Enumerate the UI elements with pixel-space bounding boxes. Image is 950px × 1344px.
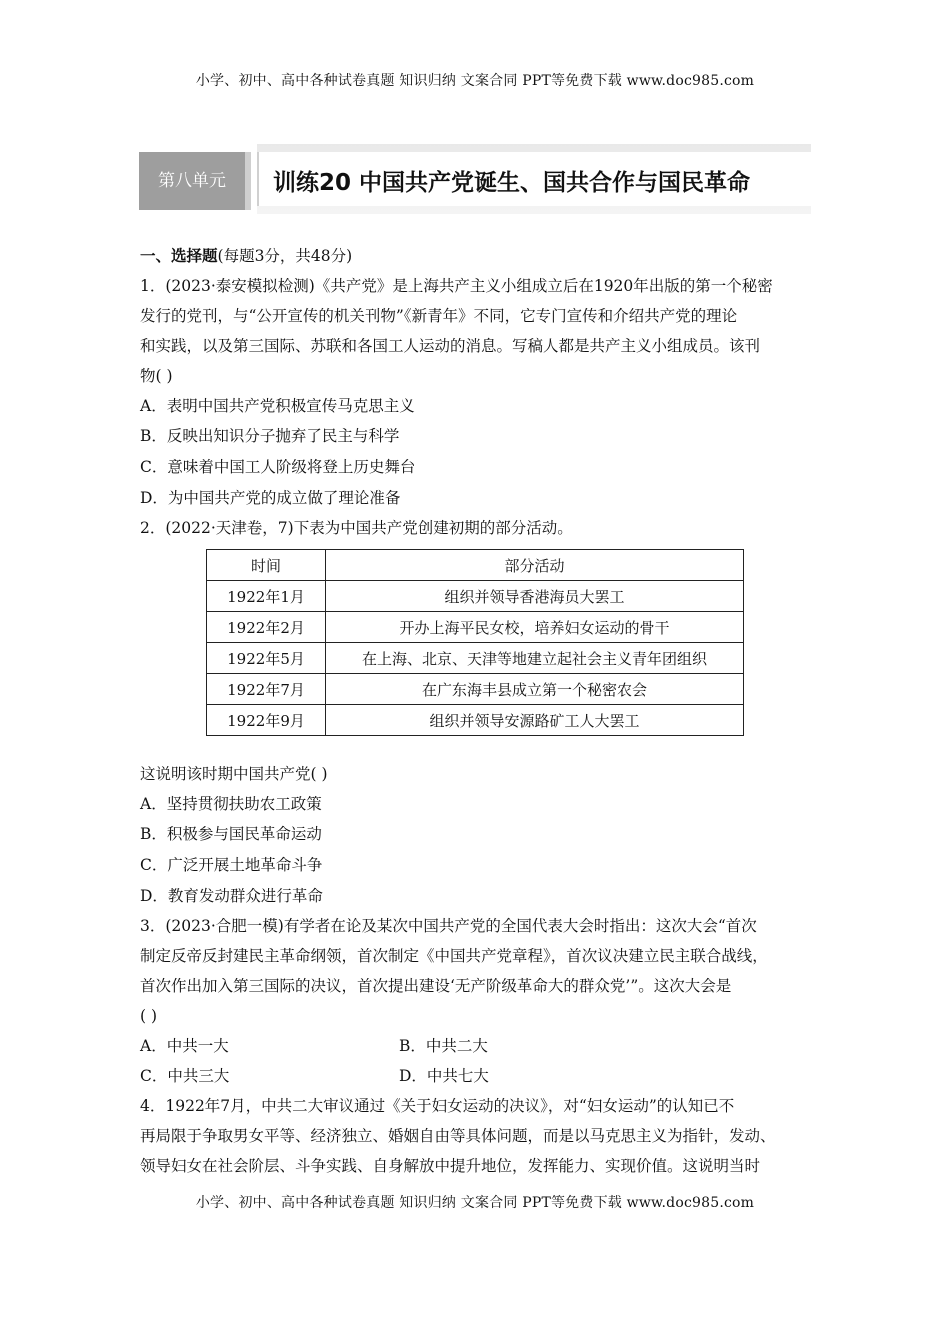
table-cell-activity: 在上海、北京、天津等地建立起社会主义青年团组织	[326, 643, 744, 674]
q2-question: 这说明该时期中国共产党( )	[140, 765, 328, 783]
table-cell-time: 1922年2月	[207, 612, 326, 643]
q3-line: 3．(2023·合肥一模)有学者在论及某次中国共产党的全国代表大会时指出：这次大会“首次	[140, 917, 757, 935]
q1-option-d: D．为中国共产党的成立做了理论准备	[140, 489, 401, 507]
table-row	[207, 705, 744, 736]
q4-line: 再局限于争取男女平等、经济独立、婚姻自由等具体问题，而是以马克思主义为指针，发动、	[140, 1127, 776, 1145]
table-cell-time: 1922年9月	[207, 705, 326, 736]
unit-label-edge	[245, 152, 251, 210]
q4-line: 领导妇女在社会阶层、斗争实践、自身解放中提升地位，发挥能力、实现价值。这说明当时	[140, 1157, 761, 1175]
activities-table	[206, 549, 744, 736]
table-row	[207, 612, 744, 643]
title-inner	[257, 152, 813, 206]
table-cell-activity: 开办上海平民女校，培养妇女运动的骨干	[326, 612, 744, 643]
table-row	[207, 674, 744, 705]
table-cell-time: 1922年5月	[207, 643, 326, 674]
q3-line: 首次作出加入第三国际的决议，首次提出建设‘无产阶级革命大的群众党’”。这次大会是	[140, 977, 732, 995]
q1-line: 物( )	[140, 367, 173, 385]
table-cell-activity: 在广东海丰县成立第一个秘密农会	[326, 674, 744, 705]
table-header-row	[207, 550, 744, 581]
q1-line: 发行的党刊，与“公开宣传的机关刊物”《新青年》不同，它专门宣传和介绍共产党的理论	[140, 307, 738, 325]
q3-line: 制定反帝反封建民主革命纲领，首次制定《中国共产党章程》，首次议决建立民主联合战线，	[140, 947, 768, 965]
q2-option-a: A．坚持贯彻扶助农工政策	[140, 795, 322, 813]
table-header-time: 时间	[207, 550, 326, 581]
footer-site-text: 小学、初中、高中各种试卷真题 知识归纳 文案合同 PPT等免费下载 www.doc985.com	[195, 1195, 755, 1211]
q2-option-d: D．教育发动群众进行革命	[140, 887, 323, 905]
table-cell-activity: 组织并领导安源路矿工人大罢工	[326, 705, 744, 736]
header-site-text: 小学、初中、高中各种试卷真题 知识归纳 文案合同 PPT等免费下载 www.doc985.com	[195, 73, 755, 89]
q3-line: ( )	[140, 1007, 158, 1025]
q1-line: 1．(2023·泰安模拟检测)《共产党》是上海共产主义小组成立后在1920年出版的第一个秘密	[140, 277, 773, 295]
q4-line: 4．1922年7月，中共二大审议通过《关于妇女运动的决议》，对“妇女运动”的认知已不	[140, 1097, 735, 1115]
q1-option-c: C．意味着中国工人阶级将登上历史舞台	[140, 458, 416, 476]
unit-label: 第八单元	[139, 152, 245, 210]
table-header-activity: 部分活动	[326, 550, 744, 581]
q3-option-b: B．中共二大	[399, 1037, 488, 1055]
page-title: 训练20 中国共产党诞生、国共合作与国民革命	[273, 170, 751, 196]
q1-option-a: A．表明中国共产党积极宣传马克思主义	[140, 397, 415, 415]
section-note: (每题3分，共48分)	[217, 247, 353, 265]
q3-option-c: C．中共三大	[140, 1067, 230, 1085]
q3-option-d: D．中共七大	[399, 1067, 489, 1085]
q2-stem: 2．(2022·天津卷，7)下表为中国共产党创建初期的部分活动。	[140, 519, 573, 537]
q2-option-b: B．积极参与国民革命运动	[140, 825, 322, 843]
section-title: 一、选择题	[140, 246, 218, 265]
q1-line: 和实践，以及第三国际、苏联和各国工人运动的消息。写稿人都是共产主义小组成员。该刊	[140, 337, 761, 355]
table-row	[207, 581, 744, 612]
table-cell-time: 1922年7月	[207, 674, 326, 705]
title-box	[257, 144, 811, 214]
table-row	[207, 643, 744, 674]
table-cell-activity: 组织并领导香港海员大罢工	[326, 581, 744, 612]
q3-option-a: A．中共一大	[140, 1037, 229, 1055]
unit-banner	[139, 142, 811, 214]
section-heading	[140, 246, 352, 266]
q2-option-c: C．广泛开展土地革命斗争	[140, 856, 323, 874]
table-cell-time: 1922年1月	[207, 581, 326, 612]
q1-option-b: B．反映出知识分子抛弃了民主与科学	[140, 427, 400, 445]
